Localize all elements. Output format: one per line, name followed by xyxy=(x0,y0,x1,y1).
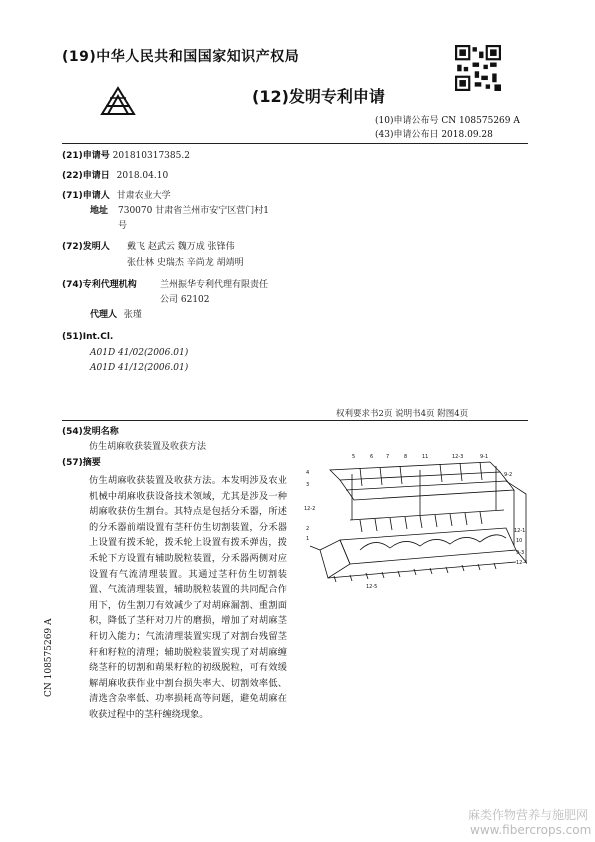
side-publication-number: CN 108575269 A xyxy=(44,618,54,697)
fig-label-9-3: 9-3 xyxy=(516,550,525,556)
applicant-value: 甘肃农业大学 xyxy=(116,191,171,201)
biblio-divider xyxy=(62,420,528,421)
qr-code-icon xyxy=(455,45,501,91)
applicant-label: (71)申请人 xyxy=(62,191,110,201)
publication-number: (10)申请公布号 CN 108575269 A xyxy=(375,116,520,126)
watermark-line1: 麻类作物营养与施肥网 xyxy=(468,808,589,822)
fig-label-12-3: 12-3 xyxy=(452,454,464,460)
agency-label: (74)专利代理机构 xyxy=(62,280,137,290)
fig-label-1: 1 xyxy=(306,536,310,542)
address-label: 地址 xyxy=(90,206,109,216)
intcl-2: A01D 41/12(2006.01) xyxy=(90,363,189,373)
app-no-value: 201810317385.2 xyxy=(112,151,190,161)
app-date-label: (22)申请日 xyxy=(62,171,110,181)
fig-label-11: 11 xyxy=(422,454,429,460)
harvester-figure xyxy=(300,450,532,590)
inventor-label: (72)发明人 xyxy=(62,242,110,252)
agency-line1: 兰州振华专利代理有限责任 xyxy=(160,280,269,290)
office-name: (19)中华人民共和国国家知识产权局 xyxy=(62,49,300,65)
fig-label-5: 5 xyxy=(352,454,356,460)
fig-label-9-2: 9-2 xyxy=(504,472,513,478)
fig-label-12-5: 12-5 xyxy=(366,584,378,590)
fig-label-10: 10 xyxy=(516,538,523,544)
invention-name-label: (54)发明名称 xyxy=(62,427,119,437)
fig-label-9-1: 9-1 xyxy=(480,454,489,460)
fig-label-12-1: 12-1 xyxy=(514,528,526,534)
agent-value: 张瑾 xyxy=(123,310,142,320)
invention-name: 仿生胡麻收获装置及收获方法 xyxy=(89,442,207,452)
inventors-line2: 张仕林 史瑞杰 辛尚龙 胡靖明 xyxy=(127,258,244,268)
cnipa-emblem-icon xyxy=(100,84,136,118)
page-counts: 权利要求书2页 说明书4页 附图4页 xyxy=(336,409,469,419)
intcl-label: (51)Int.Cl. xyxy=(62,332,114,342)
intcl-1: A01D 41/02(2006.01) xyxy=(90,348,189,358)
watermark-line2: www.fibercrops.com xyxy=(470,823,592,837)
agency-line2: 公司 62102 xyxy=(160,295,210,305)
app-date-value: 2018.04.10 xyxy=(116,171,169,181)
fig-label-12-2: 12-2 xyxy=(304,506,316,512)
publication-date: (43)申请公布日 2018.09.28 xyxy=(375,130,493,140)
fig-label-12-4: 12-4 xyxy=(516,560,528,566)
abstract-label: (57)摘要 xyxy=(62,458,101,468)
fig-label-7: 7 xyxy=(386,454,390,460)
address-line1: 730070 甘肃省兰州市安宁区营门村1 xyxy=(118,206,269,216)
app-no-label: (21)申请号 xyxy=(62,151,110,161)
agent-label: 代理人 xyxy=(90,310,118,320)
inventors-line1: 戴飞 赵武云 魏万成 张锋伟 xyxy=(127,242,235,252)
header-divider xyxy=(62,143,528,144)
address-line2: 号 xyxy=(118,221,128,231)
fig-label-2: 2 xyxy=(306,526,310,532)
fig-label-4: 4 xyxy=(306,470,310,476)
fig-label-8: 8 xyxy=(404,454,408,460)
abstract-text: 仿生胡麻收获装置及收获方法。本发明涉及农业机械中胡麻收获设备技术领域，尤其是涉及一种胡麻收获仿生割台。其特点是包括分禾器，所述的分禾器前端设置有茎秆仿生切割装置，分禾器上设置有拨禾轮，拨禾轮上设置有拨禾弹齿，拨禾轮下方设置有辅助脱粒装置，分禾器两侧对应设置有气流清理装置。其通过茎秆仿生切割装置、气流清理装置，辅助脱粒装置的共同配合作用下，仿生割刀有效减少了对胡麻漏割、重割面积，降低了茎秆对刀片的磨损，增加了对胡麻茎秆切入能力；气流清理装置实现了对割台残留茎秆和籽粒的清理；辅助脱粒装置实现了对胡麻缠绕茎秆的切割和蒴果籽粒的初级脱粒，可有效缓解胡麻收获作业中割台损失率大、切割效率低、清选含杂率低、功率损耗高等问题，避免胡麻在收获过程中的茎秆缠绕现象。 xyxy=(89,475,287,720)
fig-label-6: 6 xyxy=(370,454,374,460)
fig-label-3: 3 xyxy=(306,482,310,488)
document-type: (12)发明专利申请 xyxy=(252,87,385,106)
